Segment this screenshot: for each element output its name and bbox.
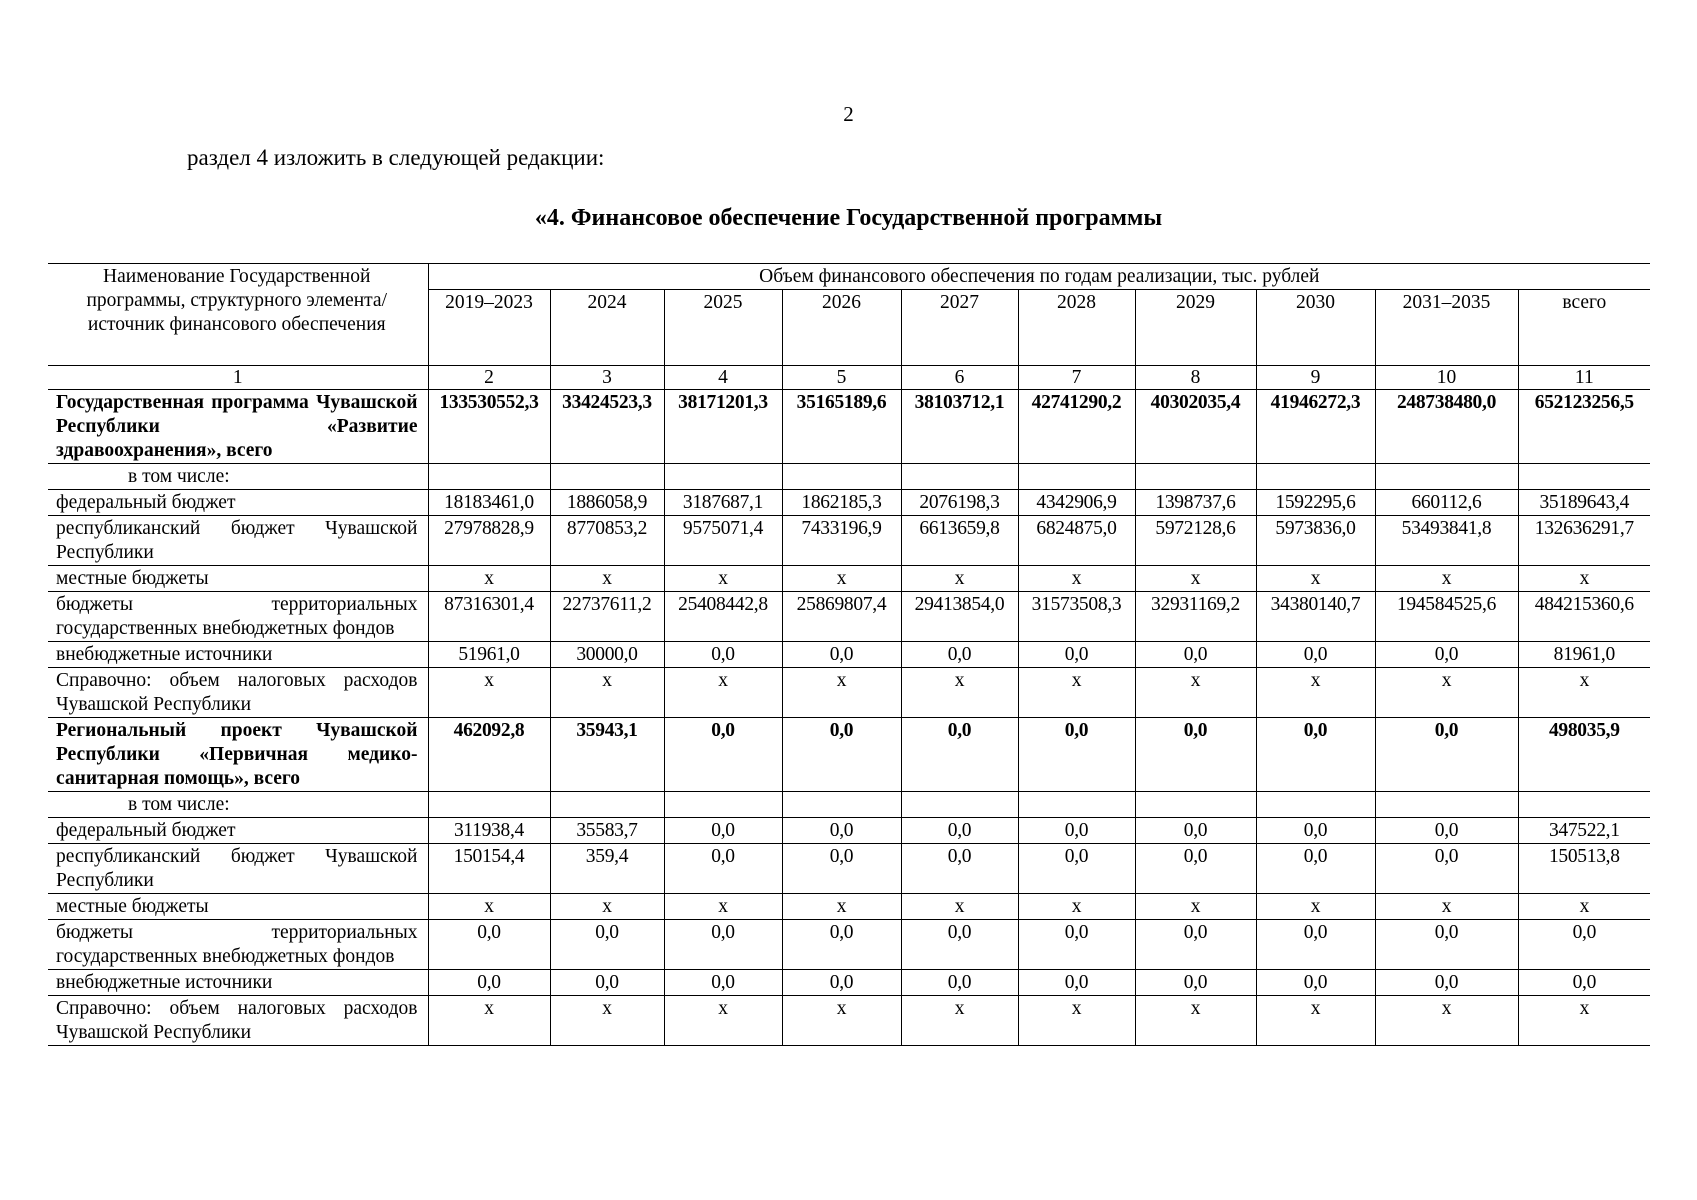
value-cell: 133530552,3 — [428, 390, 550, 464]
value-cell: x — [428, 566, 550, 592]
value-cell: x — [664, 566, 782, 592]
table-row — [48, 818, 1650, 844]
value-cell: 27978828,9 — [428, 516, 550, 566]
value-cell — [1135, 464, 1256, 490]
value-cell — [1518, 464, 1650, 490]
value-cell: 0,0 — [901, 642, 1018, 668]
table-row — [48, 642, 1650, 668]
value-cell: 0,0 — [1256, 920, 1375, 970]
row-name: республиканский бюджет Чувашской Республики — [48, 844, 428, 894]
row-name: бюджеты территориальных государственных внебюджетных фондов — [48, 920, 428, 970]
column-number: 5 — [782, 366, 901, 390]
value-cell — [1018, 464, 1135, 490]
value-cell: x — [1135, 996, 1256, 1046]
value-cell: 311938,4 — [428, 818, 550, 844]
value-cell: 0,0 — [901, 970, 1018, 996]
value-cell: 248738480,0 — [1375, 390, 1518, 464]
row-name: Государственная программа Чувашской Республики «Развитие здравоохранения», всего — [48, 390, 428, 464]
row-name: местные бюджеты — [48, 566, 428, 592]
value-cell: 0,0 — [1518, 970, 1650, 996]
value-cell: 0,0 — [901, 920, 1018, 970]
value-cell: x — [550, 894, 664, 920]
value-cell: 7433196,9 — [782, 516, 901, 566]
table-row — [48, 592, 1650, 642]
value-cell: 0,0 — [1375, 844, 1518, 894]
value-cell: 0,0 — [1018, 970, 1135, 996]
table-row — [48, 970, 1650, 996]
value-cell: 0,0 — [1018, 920, 1135, 970]
value-cell: 22737611,2 — [550, 592, 664, 642]
row-name: внебюджетные источники — [48, 970, 428, 996]
value-cell: x — [782, 996, 901, 1046]
value-cell: x — [550, 566, 664, 592]
value-cell: x — [901, 566, 1018, 592]
value-cell: 3187687,1 — [664, 490, 782, 516]
value-cell: 0,0 — [664, 844, 782, 894]
value-cell: 0,0 — [1135, 718, 1256, 792]
column-number: 7 — [1018, 366, 1135, 390]
row-name: внебюджетные источники — [48, 642, 428, 668]
value-cell: x — [782, 894, 901, 920]
value-cell: 87316301,4 — [428, 592, 550, 642]
value-cell: 38171201,3 — [664, 390, 782, 464]
value-cell: 1592295,6 — [1256, 490, 1375, 516]
value-cell: x — [1256, 894, 1375, 920]
value-cell: x — [550, 996, 664, 1046]
value-cell: x — [664, 894, 782, 920]
value-cell: 35943,1 — [550, 718, 664, 792]
value-cell: 0,0 — [1135, 970, 1256, 996]
value-cell: 0,0 — [428, 920, 550, 970]
value-cell: 0,0 — [1375, 920, 1518, 970]
value-cell: 5972128,6 — [1135, 516, 1256, 566]
financing-table — [48, 263, 1650, 1046]
column-number: 6 — [901, 366, 1018, 390]
value-cell — [1518, 792, 1650, 818]
year-column-header: всего — [1518, 290, 1650, 366]
value-cell: x — [1518, 996, 1650, 1046]
value-cell — [428, 464, 550, 490]
year-column-header: 2031–2035 — [1375, 290, 1518, 366]
value-cell: 0,0 — [550, 970, 664, 996]
value-cell: 132636291,7 — [1518, 516, 1650, 566]
value-cell: 462092,8 — [428, 718, 550, 792]
value-cell — [1135, 792, 1256, 818]
year-column-header: 2029 — [1135, 290, 1256, 366]
value-cell: 4342906,9 — [1018, 490, 1135, 516]
value-cell: x — [550, 668, 664, 718]
value-cell: 1862185,3 — [782, 490, 901, 516]
value-cell: 0,0 — [550, 920, 664, 970]
value-cell: 150154,4 — [428, 844, 550, 894]
row-name: федеральный бюджет — [48, 490, 428, 516]
column-number: 2 — [428, 366, 550, 390]
value-cell: 31573508,3 — [1018, 592, 1135, 642]
value-cell: 0,0 — [782, 642, 901, 668]
table-row — [48, 844, 1650, 894]
value-cell — [1256, 792, 1375, 818]
row-name: Региональный проект Чувашской Республики «Первичная медико-санитарная помощь», всего — [48, 718, 428, 792]
value-cell: 32931169,2 — [1135, 592, 1256, 642]
value-cell: 18183461,0 — [428, 490, 550, 516]
section-title: «4. Финансовое обеспечение Государственной программы — [534, 205, 1163, 231]
value-cell: 0,0 — [901, 718, 1018, 792]
value-cell: 9575071,4 — [664, 516, 782, 566]
value-cell: 0,0 — [782, 718, 901, 792]
value-cell: 5973836,0 — [1256, 516, 1375, 566]
value-cell: x — [1256, 996, 1375, 1046]
value-cell — [550, 464, 664, 490]
value-cell: 0,0 — [1018, 718, 1135, 792]
row-name: в том числе: — [48, 464, 428, 490]
value-cell: x — [1018, 894, 1135, 920]
value-cell: 41946272,3 — [1256, 390, 1375, 464]
column-number: 4 — [664, 366, 782, 390]
value-cell: 35189643,4 — [1518, 490, 1650, 516]
value-cell — [901, 792, 1018, 818]
value-cell: x — [1135, 894, 1256, 920]
table-row — [48, 792, 1650, 818]
column-number: 9 — [1256, 366, 1375, 390]
value-cell: x — [1135, 668, 1256, 718]
value-cell — [664, 464, 782, 490]
value-cell: 0,0 — [1375, 642, 1518, 668]
value-cell: 484215360,6 — [1518, 592, 1650, 642]
value-cell: 29413854,0 — [901, 592, 1018, 642]
value-cell: 51961,0 — [428, 642, 550, 668]
value-cell: x — [1018, 566, 1135, 592]
value-cell: 0,0 — [1018, 818, 1135, 844]
year-column-header: 2030 — [1256, 290, 1375, 366]
value-cell: 0,0 — [664, 642, 782, 668]
value-cell: 34380140,7 — [1256, 592, 1375, 642]
year-column-header: 2027 — [901, 290, 1018, 366]
name-column-header: Наименование Государственной программы, структурного элемента/источник финансового обеспечения — [48, 264, 428, 366]
value-cell: 2076198,3 — [901, 490, 1018, 516]
table-row — [48, 516, 1650, 566]
value-cell: 0,0 — [664, 920, 782, 970]
year-column-header: 2025 — [664, 290, 782, 366]
value-cell: x — [782, 566, 901, 592]
value-cell: x — [428, 894, 550, 920]
value-cell — [550, 792, 664, 818]
value-cell: x — [1018, 996, 1135, 1046]
value-cell: x — [1256, 668, 1375, 718]
value-cell: 194584525,6 — [1375, 592, 1518, 642]
value-cell — [664, 792, 782, 818]
value-cell: 0,0 — [782, 970, 901, 996]
volume-header: Объем финансового обеспечения по годам реализации, тыс. рублей — [428, 264, 1650, 290]
value-cell: 0,0 — [1135, 920, 1256, 970]
column-number: 8 — [1135, 366, 1256, 390]
table-row — [48, 894, 1650, 920]
value-cell: 0,0 — [428, 970, 550, 996]
row-name: республиканский бюджет Чувашской Республики — [48, 516, 428, 566]
table-row — [48, 566, 1650, 592]
value-cell: 30000,0 — [550, 642, 664, 668]
value-cell — [428, 792, 550, 818]
value-cell: 0,0 — [1256, 642, 1375, 668]
value-cell: 0,0 — [1256, 970, 1375, 996]
row-name: федеральный бюджет — [48, 818, 428, 844]
year-column-header: 2026 — [782, 290, 901, 366]
value-cell: x — [1375, 668, 1518, 718]
value-cell — [1018, 792, 1135, 818]
value-cell: x — [1018, 668, 1135, 718]
value-cell: x — [1518, 894, 1650, 920]
value-cell — [1256, 464, 1375, 490]
value-cell: 0,0 — [1375, 718, 1518, 792]
year-column-header: 2028 — [1018, 290, 1135, 366]
value-cell: 38103712,1 — [901, 390, 1018, 464]
value-cell: 40302035,4 — [1135, 390, 1256, 464]
value-cell: 0,0 — [664, 818, 782, 844]
value-cell: 0,0 — [1375, 970, 1518, 996]
value-cell: 8770853,2 — [550, 516, 664, 566]
table-row — [48, 390, 1650, 464]
value-cell: 0,0 — [1018, 642, 1135, 668]
value-cell: x — [901, 668, 1018, 718]
table-row — [48, 996, 1650, 1046]
value-cell — [782, 464, 901, 490]
row-name: Справочно: объем налоговых расходов Чувашской Республики — [48, 996, 428, 1046]
value-cell: 0,0 — [1135, 818, 1256, 844]
value-cell: 6824875,0 — [1018, 516, 1135, 566]
value-cell: 1398737,6 — [1135, 490, 1256, 516]
value-cell: x — [1518, 668, 1650, 718]
year-column-header: 2024 — [550, 290, 664, 366]
value-cell: 33424523,3 — [550, 390, 664, 464]
value-cell: 35583,7 — [550, 818, 664, 844]
value-cell: 347522,1 — [1518, 818, 1650, 844]
value-cell: 0,0 — [1256, 818, 1375, 844]
value-cell: x — [428, 668, 550, 718]
column-number: 3 — [550, 366, 664, 390]
value-cell: 81961,0 — [1518, 642, 1650, 668]
value-cell: 35165189,6 — [782, 390, 901, 464]
value-cell: 359,4 — [550, 844, 664, 894]
value-cell: x — [1518, 566, 1650, 592]
value-cell: 0,0 — [664, 970, 782, 996]
value-cell: x — [1256, 566, 1375, 592]
value-cell — [1375, 792, 1518, 818]
value-cell: x — [1375, 894, 1518, 920]
page-number: 2 — [843, 102, 854, 126]
intro-text: раздел 4 изложить в следующей редакции: — [187, 145, 605, 170]
value-cell — [782, 792, 901, 818]
value-cell: 652123256,5 — [1518, 390, 1650, 464]
value-cell: x — [782, 668, 901, 718]
value-cell: 0,0 — [664, 718, 782, 792]
value-cell: x — [664, 668, 782, 718]
value-cell: x — [901, 894, 1018, 920]
value-cell: 0,0 — [1256, 844, 1375, 894]
row-name: местные бюджеты — [48, 894, 428, 920]
table-row — [48, 490, 1650, 516]
value-cell: x — [1135, 566, 1256, 592]
row-name: Справочно: объем налоговых расходов Чувашской Республики — [48, 668, 428, 718]
value-cell: 0,0 — [782, 818, 901, 844]
value-cell: 498035,9 — [1518, 718, 1650, 792]
year-column-header: 2019–2023 — [428, 290, 550, 366]
column-number: 11 — [1518, 366, 1650, 390]
column-number: 1 — [48, 366, 428, 390]
value-cell: x — [901, 996, 1018, 1046]
value-cell: x — [1375, 566, 1518, 592]
value-cell: 25869807,4 — [782, 592, 901, 642]
value-cell: 0,0 — [1518, 920, 1650, 970]
value-cell: 0,0 — [1135, 642, 1256, 668]
value-cell: 0,0 — [901, 844, 1018, 894]
row-name: в том числе: — [48, 792, 428, 818]
value-cell: 0,0 — [1018, 844, 1135, 894]
value-cell: x — [664, 996, 782, 1046]
value-cell: 150513,8 — [1518, 844, 1650, 894]
table-row — [48, 718, 1650, 792]
value-cell: 0,0 — [901, 818, 1018, 844]
table-row — [48, 668, 1650, 718]
value-cell: 660112,6 — [1375, 490, 1518, 516]
row-name: бюджеты территориальных государственных внебюджетных фондов — [48, 592, 428, 642]
value-cell: 6613659,8 — [901, 516, 1018, 566]
table-row — [48, 464, 1650, 490]
value-cell: 25408442,8 — [664, 592, 782, 642]
value-cell: 1886058,9 — [550, 490, 664, 516]
column-number: 10 — [1375, 366, 1518, 390]
value-cell: x — [1375, 996, 1518, 1046]
value-cell — [901, 464, 1018, 490]
value-cell: 0,0 — [1256, 718, 1375, 792]
value-cell: 0,0 — [1135, 844, 1256, 894]
value-cell: 0,0 — [1375, 818, 1518, 844]
table-row — [48, 920, 1650, 970]
value-cell: 42741290,2 — [1018, 390, 1135, 464]
value-cell: 0,0 — [782, 844, 901, 894]
value-cell — [1375, 464, 1518, 490]
value-cell: 53493841,8 — [1375, 516, 1518, 566]
value-cell: x — [428, 996, 550, 1046]
value-cell: 0,0 — [782, 920, 901, 970]
